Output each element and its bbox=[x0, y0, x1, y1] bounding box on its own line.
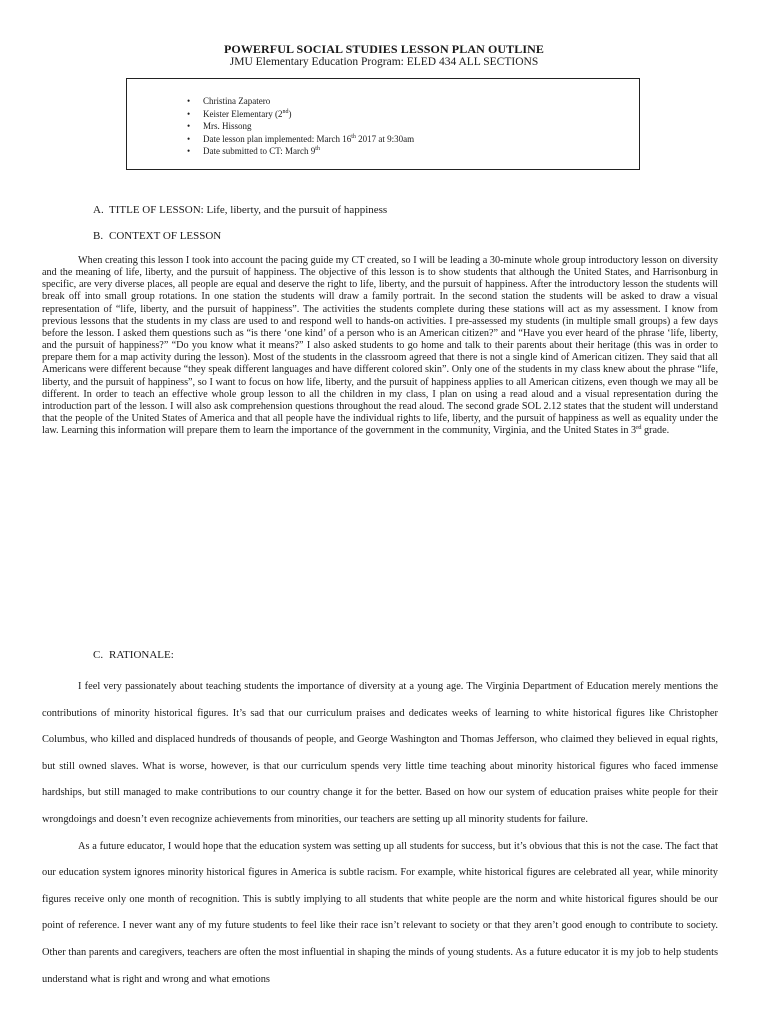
rationale-paragraph-1: I feel very passionately about teaching students the importance of diversity at a young age. The Virginia Department of Education merely mentions the contributions of minority historical figures. It’s sad that our curriculum praises and dedicates weeks of learning to white historical figures like Christopher Columbus, who killed and displaced hundreds of thousands of people, and George Washington and Thomas Jefferson, who claimed they believed in equal rights, but still owned slaves. What is worse, however, is that our curriculum spends very little time teaching about minority historical figures who faced immense hardships, but still managed to make contributions to our country change it for the better. Based on how our system of education praises white people for their wrongdoings and doesn’t even recognize achievements from minorities, our teachers are setting up all minority students for failure. bbox=[42, 681, 718, 825]
section-context-of-lesson: CONTEXT OF LESSON bbox=[109, 230, 222, 242]
info-item-ct-name bbox=[187, 120, 414, 133]
info-item-text: Date submitted to CT: March 9 bbox=[203, 146, 316, 157]
section-letter: A. bbox=[93, 204, 104, 216]
section-letter: C. bbox=[93, 649, 104, 661]
info-item-text: Date lesson plan implemented: March 16 bbox=[203, 133, 352, 144]
context-end-text: grade. bbox=[641, 425, 670, 437]
context-paragraph bbox=[42, 255, 718, 437]
info-item-text-after: 2017 at 9:30am bbox=[355, 133, 415, 144]
rationale-paragraph-2: As a future educator, I would hope that the education system was setting up all students for success, but it’s obvious that this is not the case. The fact that our education system ignores minority historical figures in America is subtle racism. For example, white historical figures are celebrated all year, while minority figures receive only one month of recognition. This is subtly implying to all students that white people are the norm and white historical figures should be our point of reference. I never want any of my future students to feel like their race isn’t relevant to society or that they aren’t good enough to contribute to society. Other than parents and caregivers, teachers are often the most influential in shaping the minds of young students. As a future educator it is my job to help students understand what is right and wrong and what emotions bbox=[42, 840, 718, 985]
info-item-date-submitted bbox=[187, 145, 414, 158]
info-item-date-implemented bbox=[187, 133, 414, 146]
section-title-of-lesson: TITLE OF LESSON: Life, liberty, and the pursuit of happiness bbox=[109, 204, 388, 216]
context-body-text: When creating this lesson I took into account the pacing guide my CT created, so I will be leading a 30-minute whole group introductory lesson on diversity and the meaning of life, liberty, and the pursuit of happiness. The objective of this lesson is to show students that although the United States, and Harrisonburg in specific, are very diverse places, all people are equal and deserve the right to life, liberty, and the pursuit of happiness. After the introductory lesson the students will break off into small group rotations. In one station the students will draw a family portrait. In the second station the students will be asked to draw a visual representation of “life, liberty, and the pursuit of happiness”. The activities the students complete during these stations will act as my assessment. I know from previous lessons that the students in my class are used to and respond well to hands-on activities. I pre-assessed my students (in multiple small groups) a few days before the lesson. I asked them questions such as “is there ‘one kind’ of a person who is an American citizen?” and “Have you ever heard of the phrase ‘life, liberty, and the pursuit of happiness?” “Do you know what it means?” I also asked students to go home and talk to their parents about their heritage (this was in order to prepare them for a map activity during the lesson). Most of the students in the classroom agreed that there is not a single kind of American citizen. They said that all Americans were different because “they speak different languages and have different colored skin”. Only one of the students in my class knew about the phrase “life, liberty, and the pursuit of happiness”, so I want to focus on how life, liberty, and the pursuit of happiness applies to all American citizens, even though we may all be different. In order to teach an effective whole group lesson to all the children in my class, I plan on using a read aloud and a visual representation during the introduction part of the lesson. I will also ask comprehension questions throughout the read aloud. The second grade SOL 2.12 states that the student will understand that the people of the United States of America and that all people have the individual rights to life, liberty, and the pursuit of happiness as well as equality under the law. Learning this information will prepare them to learn the importance of the government in the community, Virginia, and the United States in 3 bbox=[42, 255, 718, 437]
section-c-heading bbox=[93, 649, 174, 661]
document-subtitle: JMU Elementary Education Program: ELED 434 ALL SECTIONS bbox=[229, 56, 539, 68]
lesson-info-box bbox=[126, 78, 640, 170]
section-rationale: RATIONALE: bbox=[109, 649, 174, 661]
info-item-superscript: th bbox=[315, 146, 320, 153]
context-superscript: rd bbox=[636, 424, 642, 432]
info-item-school bbox=[187, 108, 414, 121]
info-item-superscript: nd bbox=[282, 108, 289, 115]
info-item-text-after: ) bbox=[288, 108, 292, 119]
rationale-body bbox=[42, 674, 718, 993]
section-b-heading bbox=[93, 230, 221, 242]
info-item-text: Keister Elementary (2 bbox=[203, 108, 283, 119]
info-item-text: Mrs. Hissong bbox=[203, 121, 252, 132]
document-title: POWERFUL SOCIAL STUDIES LESSON PLAN OUTLINE bbox=[223, 42, 545, 56]
section-a-heading bbox=[93, 204, 387, 216]
info-item-superscript: th bbox=[351, 133, 356, 140]
info-item-teacher-name bbox=[187, 95, 414, 108]
section-letter: B. bbox=[93, 230, 104, 242]
info-item-text: Christina Zapatero bbox=[203, 96, 271, 106]
lesson-info-list bbox=[187, 95, 414, 158]
